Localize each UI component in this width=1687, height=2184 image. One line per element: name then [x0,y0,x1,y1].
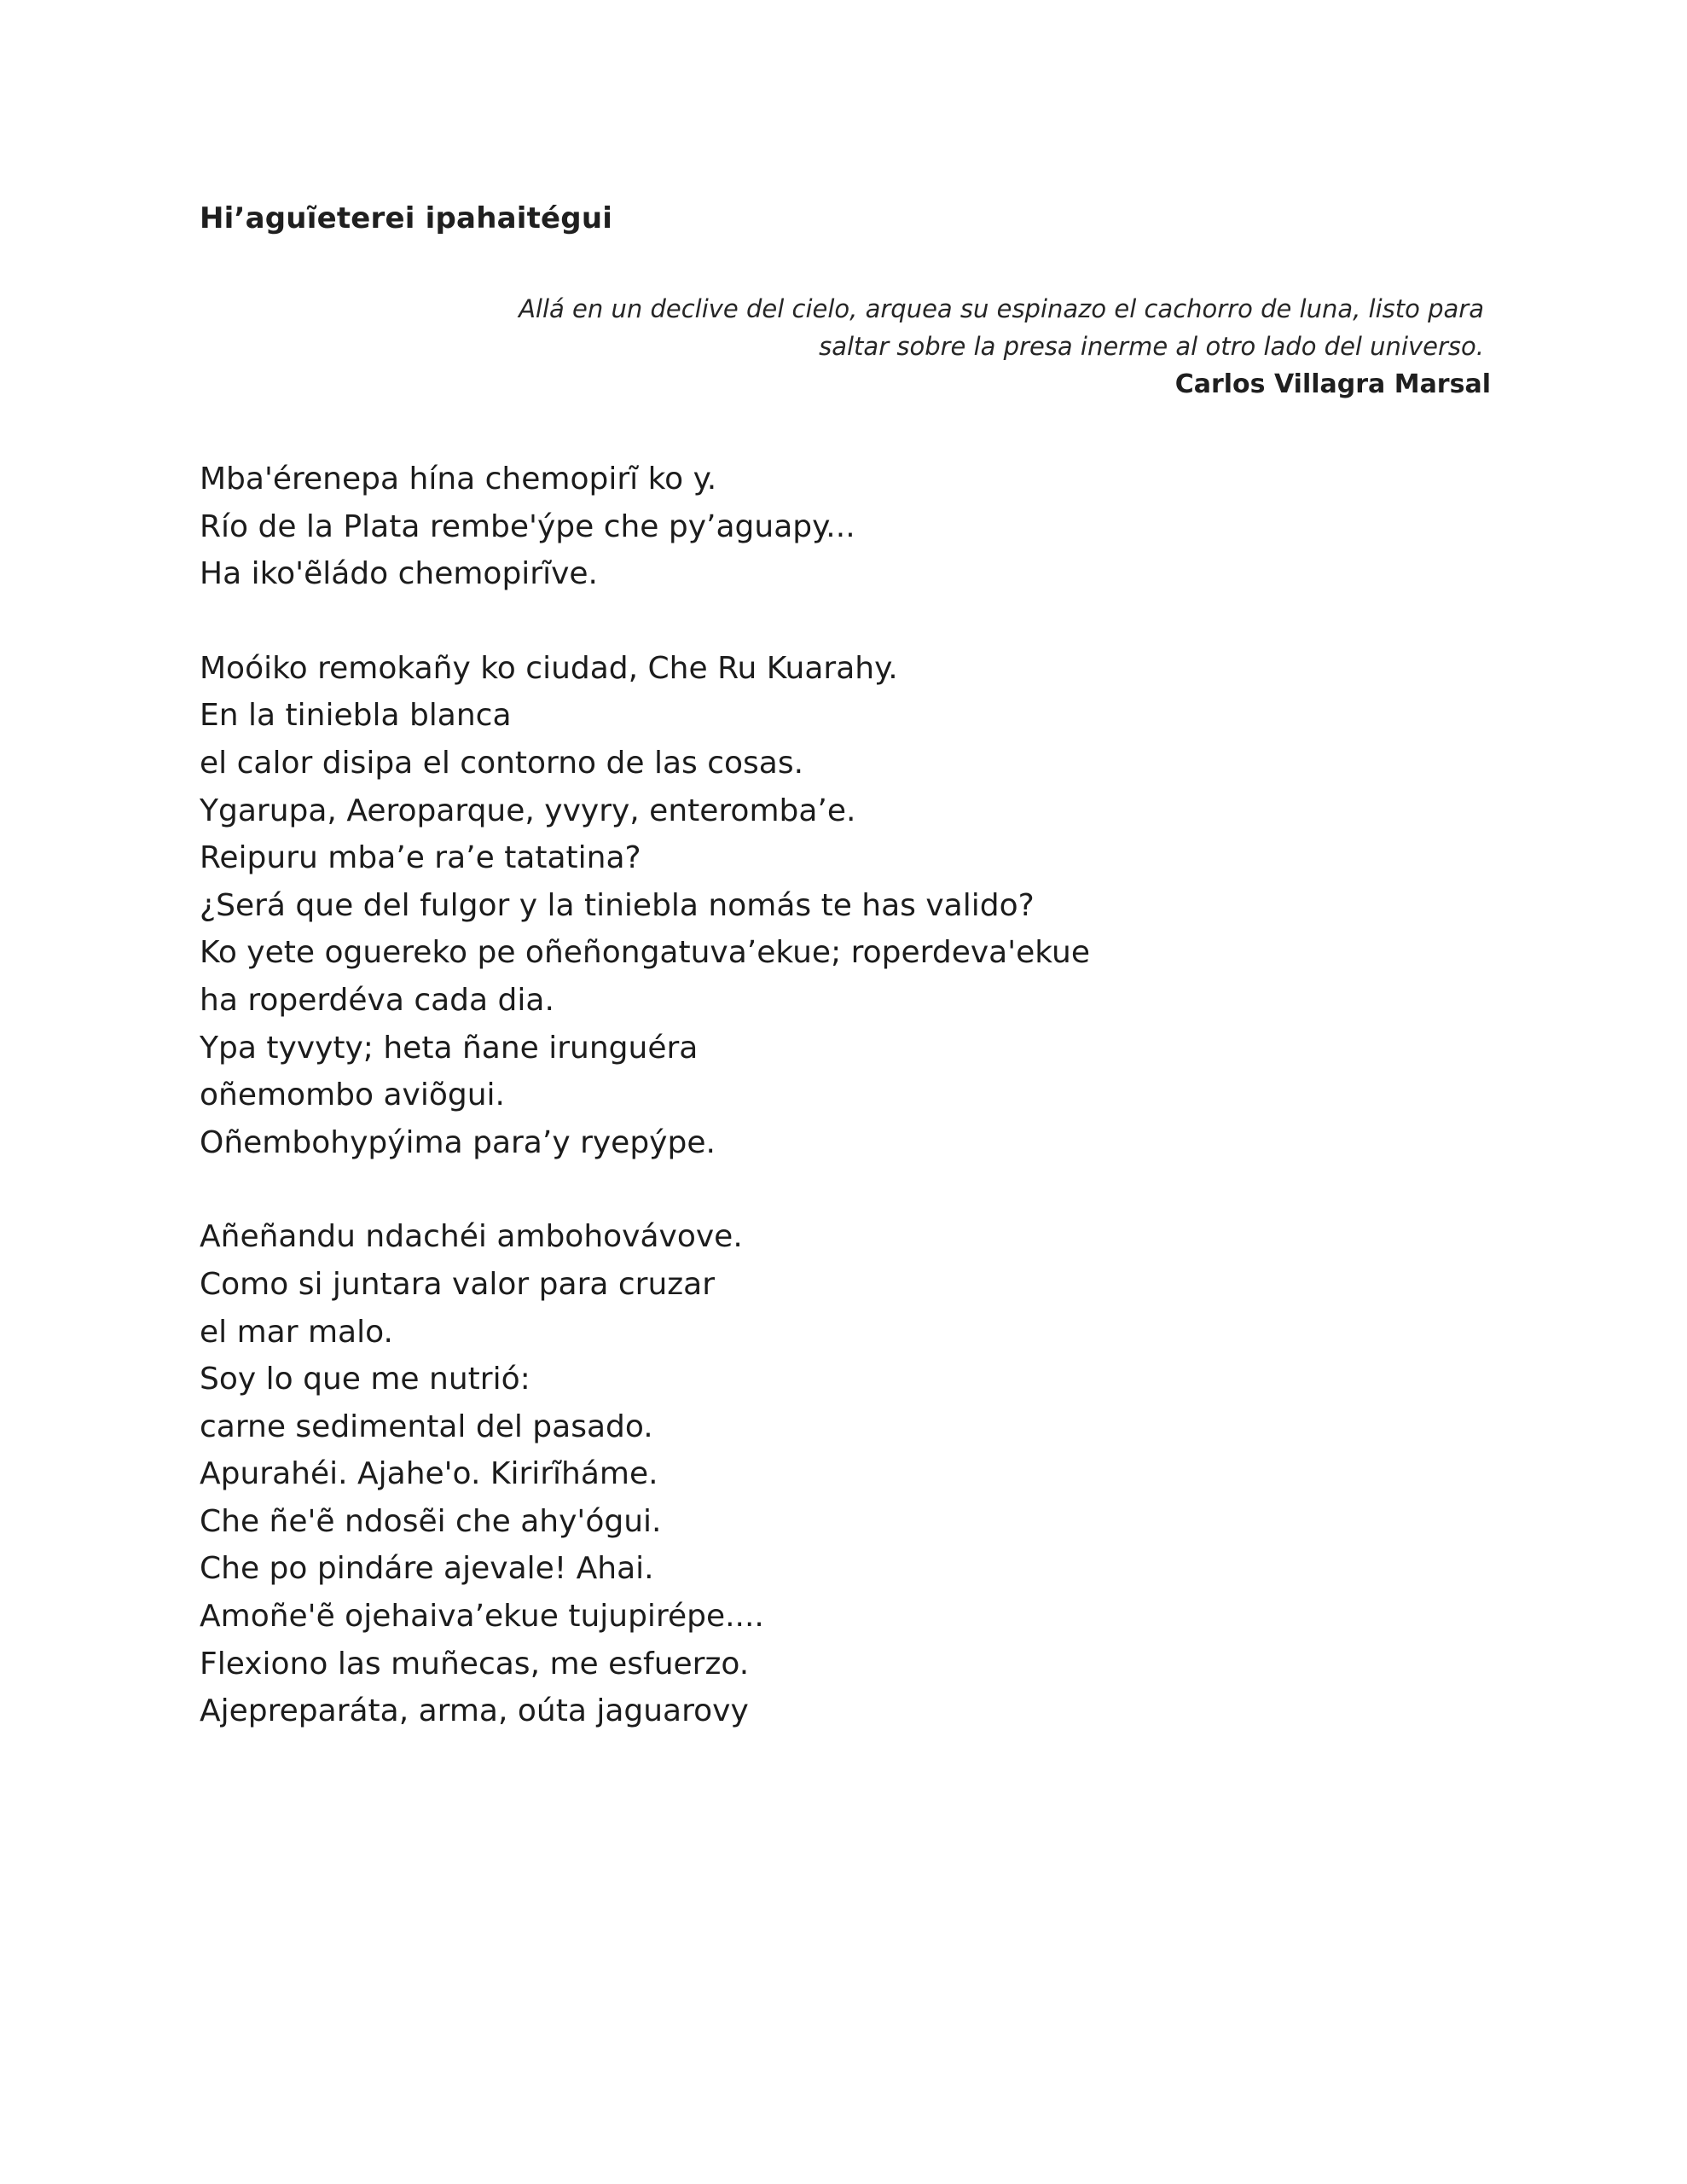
stanza-3 [200,1213,1479,1735]
verse-line: el calor disipa el contorno de las cosas. [200,745,804,781]
verse-line: carne sedimental del pasado. [200,1409,653,1444]
verse-line: oñemombo aviõgui. [200,1077,505,1113]
verse-line: Reipuru mba’e ra’e tatatina? [200,840,641,876]
verse-line: Amoñe'ẽ ojehaiva’ekue tujupirépe.... [200,1599,764,1635]
verse-line: Apurahéi. Ajahe'o. Kirirĩháme. [200,1456,658,1492]
verse-line: En la tiniebla blanca [200,698,512,734]
verse-line: Soy lo que me nutrió: [200,1362,530,1397]
verse-line: Ypa tyvyty; heta ñane irunguéra [200,1030,699,1066]
verse-line: Moóiko remokañy ko ciudad, Che Ru Kuarahy. [200,650,898,686]
verse-line: Ha iko'ẽládo chemopirĩve. [200,556,598,592]
verse-line: Ygarupa, Aeroparque, yvyry, enteromba’e. [200,793,856,828]
verse-line: Oñembohypýima para’y ryepýpe. [200,1124,716,1160]
epigraph-author: Carlos Villagra Marsal [1174,369,1491,399]
verse-line: ha roperdéva cada dia. [200,982,554,1018]
verse-line: ¿Será que del fulgor y la tiniebla nomás te has valido? [200,887,1035,923]
verse-line: Ko yete oguereko pe oñeñongatuva’ekue; roperdeva'ekue [200,935,1090,971]
verse-line: Ajepreparáta, arma, oúta jaguarovy [200,1693,749,1729]
stanza-1 [200,456,1479,598]
verse-line: Río de la Plata rembe'ýpe che py’aguapy... [200,508,855,544]
verse-line: el mar malo. [200,1314,393,1350]
epigraph [418,290,1491,404]
verse-line: Che po pindáre ajevale! Ahai. [200,1551,654,1587]
poem-body [200,456,1479,1782]
verse-line: Añeñandu ndachéi ambohovávove. [200,1219,743,1255]
verse-line: Flexiono las muñecas, me esfuerzo. [200,1646,750,1682]
verse-line: Mba'érenepa hína chemopirĩ ko y. [200,462,717,497]
stanza-2 [200,645,1479,1167]
epigraph-line: saltar sobre la presa inerme al otro lado del universo. [819,332,1484,361]
poem-title: Hi’aguĩeterei ipahaitégui [200,201,613,235]
epigraph-line: Allá en un declive del cielo, arquea su espinazo el cachorro de luna, listo para [519,294,1484,323]
verse-line: Che ñe'ẽ ndosẽi che ahy'ógui. [200,1503,662,1539]
verse-line: Como si juntara valor para cruzar [200,1266,716,1302]
